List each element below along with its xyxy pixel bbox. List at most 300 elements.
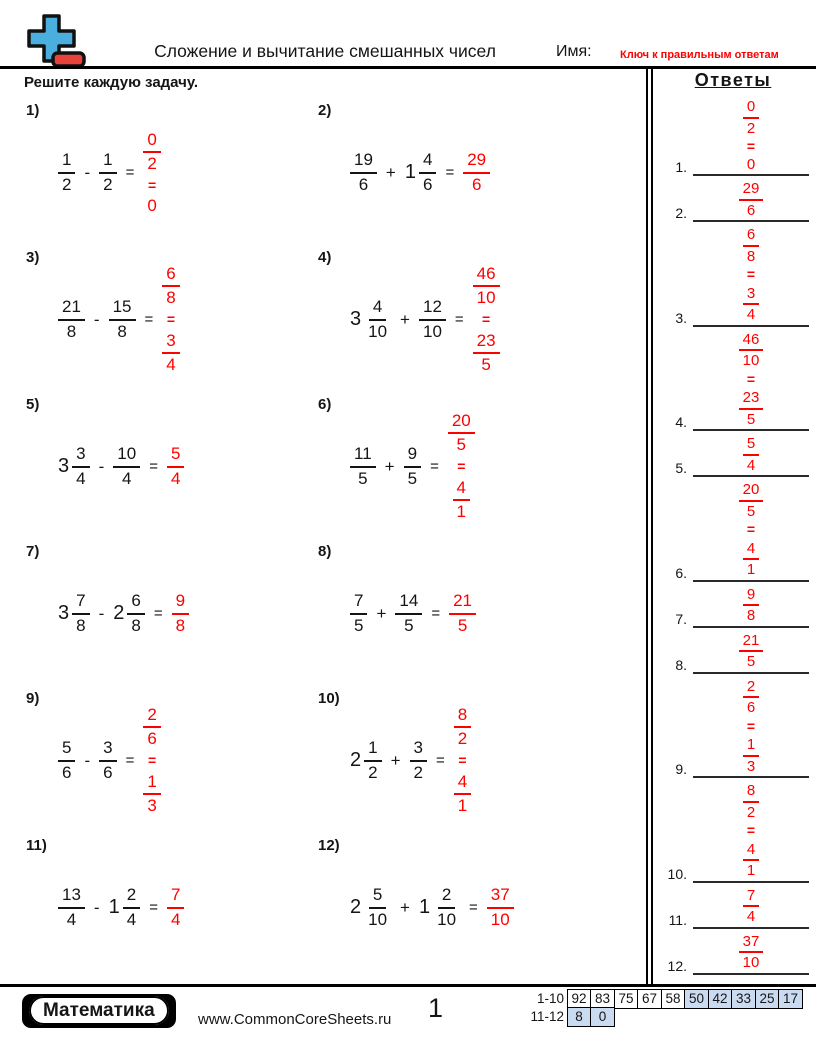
answer-item: [657, 932, 809, 975]
numerator: 1: [743, 735, 759, 757]
denominator: 5: [404, 615, 414, 635]
term: [350, 443, 376, 489]
score-cell: 17: [778, 989, 803, 1009]
equals-sign: =: [746, 370, 756, 387]
operator-sign: -: [98, 456, 105, 476]
numerator: 0: [143, 129, 160, 153]
numerator: 4: [454, 771, 471, 795]
expression: [58, 688, 161, 833]
numerator: 3: [410, 737, 427, 761]
fraction: [127, 590, 144, 636]
denominator: 8: [166, 288, 176, 308]
fraction: [350, 149, 377, 195]
answers-column-divider: [646, 69, 653, 984]
numerator: 9: [404, 443, 421, 467]
fraction: [473, 330, 500, 376]
numerator: 29: [463, 149, 490, 173]
denominator: 8: [131, 615, 141, 635]
denominator: 4: [76, 468, 86, 488]
fraction: [419, 149, 436, 195]
denominator: 4: [746, 908, 756, 926]
answer-blank-line: [693, 225, 809, 327]
denominator: 6: [422, 174, 433, 194]
answer-fraction: [167, 443, 184, 489]
denominator: 8: [746, 247, 756, 265]
denominator: 10: [437, 909, 457, 929]
numerator: 12: [419, 296, 446, 320]
answer-fraction: [739, 932, 764, 973]
answer-key-label: Ключ к правильным ответам: [620, 49, 779, 61]
fraction: [410, 737, 427, 783]
equals-sign: =: [458, 752, 467, 769]
equals-sign: =: [746, 138, 756, 154]
fraction: [448, 410, 475, 456]
term: [58, 590, 90, 636]
denominator: 6: [103, 762, 113, 782]
denominator: 6: [746, 699, 756, 717]
term: [350, 737, 382, 783]
equals-sign: =: [436, 752, 445, 769]
problem-number: 8): [318, 543, 332, 560]
answer-fraction: [487, 884, 514, 930]
numerator: 3: [72, 443, 89, 467]
answer-number: 11.: [668, 911, 687, 928]
answer-blank-line: [693, 631, 809, 674]
numerator: 14: [395, 590, 422, 614]
numerator: 46: [473, 263, 500, 287]
denominator: 1: [746, 561, 756, 579]
matematika-logo: [22, 994, 176, 1028]
fraction: [743, 840, 759, 881]
denominator: 5: [746, 502, 756, 520]
score-cell: 42: [708, 989, 733, 1009]
numerator: 9: [743, 585, 759, 607]
term: [58, 443, 90, 489]
numerator: 23: [739, 388, 764, 410]
denominator: 8: [66, 321, 77, 341]
operator-sign: +: [384, 456, 395, 476]
name-label: Имя:: [556, 43, 592, 60]
numerator: 4: [453, 477, 470, 501]
fraction: [743, 225, 759, 266]
denominator: 4: [126, 909, 137, 929]
problem: [316, 539, 644, 686]
fraction: [350, 443, 376, 489]
term: [350, 884, 391, 930]
fraction: [454, 704, 471, 750]
answer-blank-line: [693, 97, 809, 176]
answer-number: 1.: [675, 159, 687, 176]
score-cell: 75: [614, 989, 639, 1009]
answer-fraction: [743, 585, 759, 626]
answer-chain: [739, 480, 764, 580]
fraction: [162, 330, 179, 376]
expression: [58, 100, 161, 245]
fraction: [58, 296, 85, 342]
numerator: 29: [739, 179, 764, 201]
answer-chain: [143, 704, 160, 817]
answer-blank-line: [693, 886, 809, 929]
term: [99, 149, 116, 195]
denominator: 6: [746, 201, 756, 219]
fraction: [743, 539, 759, 580]
term: [58, 737, 75, 783]
operator-sign: -: [93, 309, 100, 329]
numerator: 20: [739, 480, 764, 502]
answers-title: Ответы: [694, 70, 772, 90]
problem: [24, 98, 316, 245]
whole-number: 3: [58, 602, 70, 624]
answer-number: 6.: [675, 564, 687, 581]
operator-sign: +: [400, 309, 410, 329]
numerator: 3: [99, 737, 116, 761]
answer-item: [657, 886, 809, 929]
problem-number: 10): [318, 690, 340, 707]
equals-sign: =: [457, 458, 466, 475]
denominator: 5: [358, 468, 368, 488]
numerator: 3: [162, 330, 179, 354]
denominator: 10: [476, 288, 496, 308]
score-cell: 83: [590, 989, 615, 1009]
website-url: www.CommonCoreSheets.ru: [198, 1011, 392, 1028]
answer-number: 12.: [667, 957, 687, 974]
denominator: 10: [742, 954, 760, 972]
fraction: [473, 263, 500, 309]
equals-sign: =: [153, 605, 163, 622]
operator-sign: -: [84, 162, 91, 182]
term: [58, 296, 85, 342]
equals-sign: =: [125, 752, 135, 769]
term: [58, 884, 85, 930]
denominator: 8: [76, 615, 86, 635]
denominator: 10: [422, 321, 442, 341]
expression: [350, 541, 476, 686]
numerator: 21: [449, 590, 476, 614]
denominator: 5: [457, 615, 468, 635]
numerator: 20: [448, 410, 475, 434]
numerator: 0: [743, 97, 759, 119]
denominator: 4: [166, 354, 176, 374]
denominator: 2: [103, 174, 113, 194]
problem: [316, 392, 644, 539]
answer-item: [657, 631, 809, 674]
expression: [58, 247, 180, 392]
expression: [350, 247, 500, 392]
problem-number: 6): [318, 396, 332, 413]
answer-chain: [743, 781, 759, 881]
problem-number: 2): [318, 102, 332, 119]
page-number: 1: [428, 993, 444, 1023]
problem-number: 3): [26, 249, 40, 266]
matematika-logo-text: Математика: [29, 996, 169, 1025]
numerator: 5: [58, 737, 75, 761]
fraction: [433, 884, 460, 930]
expression: [58, 541, 189, 686]
answer-item: [657, 434, 809, 477]
answer-number: 7.: [675, 610, 687, 627]
operator-sign: +: [376, 603, 387, 623]
answer-chain: [143, 129, 160, 217]
equals-sign: =: [431, 605, 441, 622]
problem: [316, 833, 644, 980]
answers-panel: [657, 70, 809, 978]
worksheet-title: Сложение и вычитание смешанных чисел: [154, 41, 496, 61]
numerator: 4: [419, 149, 436, 173]
term: [410, 737, 427, 783]
denominator: 8: [175, 615, 186, 635]
answer-item: [657, 179, 809, 222]
equals-sign: =: [149, 458, 158, 475]
fraction: [72, 590, 89, 636]
answer-fraction: [739, 631, 764, 672]
operator-sign: -: [93, 897, 100, 917]
numerator: 6: [127, 590, 144, 614]
footer-divider: [0, 984, 816, 987]
answer-chain: [454, 704, 471, 817]
operator-sign: -: [84, 750, 91, 770]
numerator: 5: [167, 443, 184, 467]
instructions-text: Решите каждую задачу.: [24, 74, 199, 91]
term: [419, 296, 446, 342]
numerator: 4: [369, 296, 386, 320]
fraction: [143, 771, 160, 817]
denominator: 2: [413, 762, 423, 782]
whole-number: 2: [350, 749, 362, 771]
numerator: 7: [72, 590, 89, 614]
denominator: 10: [742, 352, 760, 370]
whole-number: 3: [350, 308, 362, 330]
answer-fraction: [743, 886, 759, 927]
equals-sign: =: [746, 822, 756, 839]
answer-blank-line: [693, 179, 809, 222]
answer-chain: [448, 410, 475, 523]
numerator: 9: [172, 590, 189, 614]
fraction: [350, 590, 367, 636]
expression: [58, 835, 184, 980]
fraction: [58, 884, 85, 930]
answer-chain: [739, 330, 764, 430]
term: [58, 149, 75, 195]
numerator: 21: [739, 631, 764, 653]
numerator: 7: [743, 886, 759, 908]
answer-number: 2.: [675, 205, 687, 222]
score-cell: 67: [637, 989, 662, 1009]
problem: [316, 686, 644, 833]
expression: [350, 394, 475, 539]
score-cell: 50: [684, 989, 709, 1009]
numerator: 46: [739, 330, 764, 352]
numerator: 7: [350, 590, 367, 614]
term: [395, 590, 422, 636]
answer-fraction: [463, 149, 490, 195]
numerator: 37: [739, 932, 764, 954]
denominator: 6: [62, 762, 72, 782]
numerator: 19: [350, 149, 377, 173]
fraction: [743, 97, 759, 138]
denominator: 5: [354, 615, 364, 635]
answer-number: 9.: [675, 761, 687, 778]
expression: [350, 100, 490, 245]
answer-item: [657, 677, 809, 779]
answer-value: 0: [147, 196, 157, 216]
operator-sign: -: [98, 603, 105, 623]
term: [419, 884, 460, 930]
fraction: [739, 388, 764, 429]
problem-number: 7): [26, 543, 40, 560]
numerator: 7: [167, 884, 184, 908]
fraction: [743, 284, 759, 325]
answer-blank-line: [693, 932, 809, 975]
fraction: [99, 737, 116, 783]
expression: [350, 835, 514, 980]
answer-item: [657, 330, 809, 432]
numerator: 5: [369, 884, 386, 908]
answer-chain: [743, 677, 759, 777]
score-range-label: 1-10: [536, 990, 564, 1006]
numerator: 8: [454, 704, 471, 728]
problem: [24, 392, 316, 539]
fraction: [739, 480, 764, 521]
answer-number: 5.: [675, 460, 687, 477]
answer-fraction: [167, 884, 184, 930]
equals-sign: =: [430, 458, 439, 475]
numerator: 10: [113, 443, 140, 467]
denominator: 10: [368, 909, 388, 929]
denominator: 5: [481, 354, 491, 374]
problems-grid: [24, 98, 644, 980]
answer-fraction: [739, 179, 764, 220]
whole-number: 1: [418, 896, 431, 918]
answer-number: 3.: [675, 309, 687, 326]
problem: [316, 245, 644, 392]
answer-chain: [162, 263, 179, 376]
numerator: 1: [99, 149, 116, 173]
equals-sign: =: [149, 899, 158, 916]
denominator: 5: [407, 468, 418, 488]
fraction: [364, 296, 391, 342]
fraction: [58, 737, 75, 783]
fraction: [364, 737, 381, 783]
numerator: 3: [743, 284, 759, 306]
denominator: 6: [358, 174, 369, 194]
equals-sign: =: [746, 266, 756, 283]
term: [350, 590, 367, 636]
denominator: 4: [170, 468, 181, 488]
term: [405, 149, 437, 195]
numerator: 37: [487, 884, 514, 908]
denominator: 8: [746, 607, 756, 625]
fraction: [454, 771, 471, 817]
numerator: 5: [743, 434, 759, 456]
problem: [24, 539, 316, 686]
plus-minus-logo-icon: [20, 12, 88, 70]
term: [113, 590, 145, 636]
numerator: 15: [109, 296, 136, 320]
whole-number: 3: [58, 455, 70, 477]
numerator: 4: [743, 539, 759, 561]
fraction: [143, 129, 160, 175]
expression: [350, 688, 471, 833]
denominator: 4: [66, 909, 77, 929]
fraction: [58, 149, 75, 195]
problem: [24, 833, 316, 980]
answer-number: 4.: [675, 414, 687, 431]
score-row: [520, 1007, 803, 1027]
denominator: 8: [117, 321, 127, 341]
problem-number: 1): [26, 102, 40, 119]
fraction: [113, 443, 140, 489]
answer-fraction: [172, 590, 189, 636]
denominator: 2: [147, 153, 157, 173]
denominator: 5: [456, 435, 467, 455]
fraction: [99, 149, 116, 195]
fraction: [109, 296, 136, 342]
answer-value: 0: [746, 155, 756, 173]
fraction: [143, 704, 160, 750]
answer-chain: [743, 97, 759, 174]
fraction: [743, 781, 759, 822]
fraction: [743, 677, 759, 718]
score-cell: 33: [731, 989, 756, 1009]
fraction: [162, 263, 179, 309]
numerator: 23: [473, 330, 500, 354]
answers-list: [657, 97, 809, 975]
equals-sign: =: [148, 752, 157, 769]
numerator: 21: [58, 296, 85, 320]
problem: [316, 98, 644, 245]
answer-item: [657, 781, 809, 883]
problem: [24, 245, 316, 392]
denominator: 3: [746, 757, 756, 775]
denominator: 2: [368, 762, 378, 782]
fraction: [123, 884, 140, 930]
answer-blank-line: [693, 330, 809, 432]
term: [99, 737, 116, 783]
answer-number: 10.: [667, 865, 687, 882]
denominator: 1: [746, 862, 756, 880]
score-cell: 8: [567, 1007, 592, 1027]
answer-blank-line: [693, 434, 809, 477]
problem: [24, 686, 316, 833]
answer-blank-line: [693, 781, 809, 883]
score-cell: 25: [755, 989, 780, 1009]
equals-sign: =: [125, 164, 135, 181]
answer-fraction: [449, 590, 476, 636]
fraction: [743, 735, 759, 776]
numerator: 13: [58, 884, 85, 908]
numerator: 1: [58, 149, 75, 173]
equals-sign: =: [746, 717, 756, 734]
problem-number: 12): [318, 837, 340, 854]
numerator: 2: [438, 884, 455, 908]
answer-item: [657, 480, 809, 582]
equals-sign: =: [166, 311, 176, 328]
denominator: 2: [457, 729, 468, 749]
denominator: 4: [170, 909, 181, 929]
score-cell: 0: [590, 1007, 615, 1027]
denominator: 10: [490, 909, 510, 929]
denominator: 6: [147, 729, 157, 749]
denominator: 4: [746, 456, 756, 474]
answer-blank-line: [693, 480, 809, 582]
denominator: 4: [121, 468, 132, 488]
equals-sign: =: [469, 899, 478, 916]
denominator: 5: [746, 410, 756, 428]
problem-number: 11): [26, 837, 47, 854]
numerator: 8: [743, 781, 759, 803]
numerator: 6: [743, 225, 759, 247]
problem-number: 9): [26, 690, 40, 707]
